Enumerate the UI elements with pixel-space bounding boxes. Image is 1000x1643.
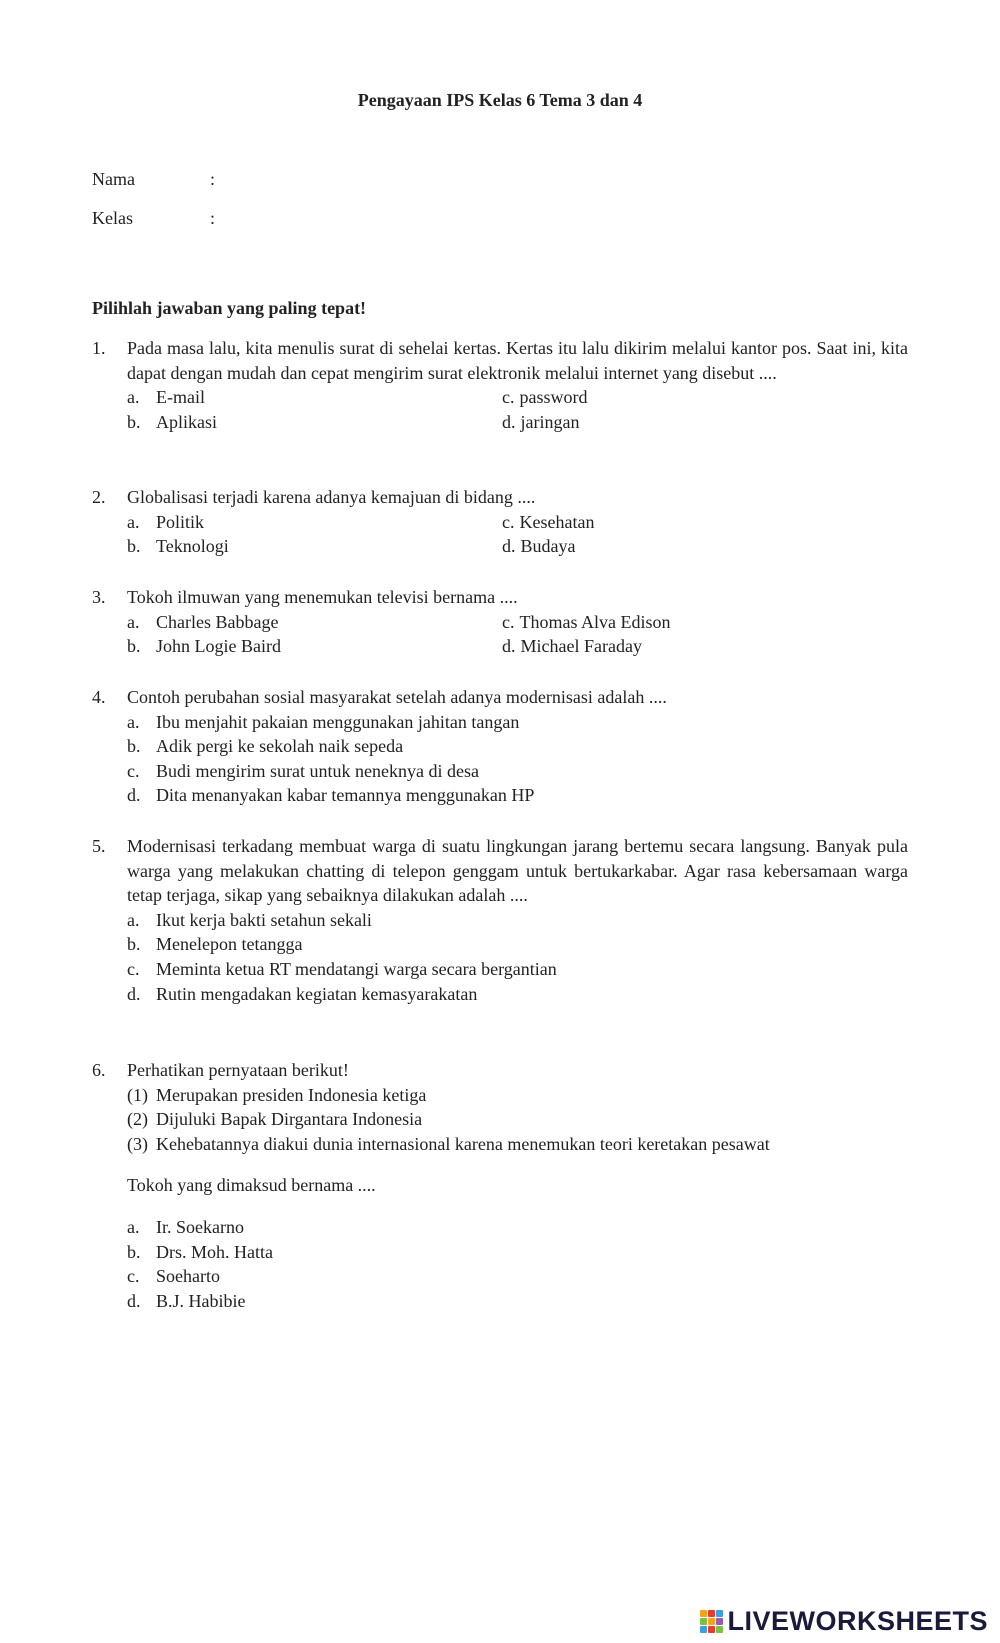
class-label: Kelas [92,208,133,228]
option-b[interactable]: b. John Logie Baird [127,636,281,657]
question-5 [92,834,908,1006]
logo-cell [700,1618,707,1625]
name-colon: : [210,169,216,189]
option-a[interactable]: a. Charles Babbage [127,611,279,632]
instruction: Pilihlah jawaban yang paling tepat! [92,298,367,318]
logo-cell [700,1610,707,1617]
logo-cell [716,1618,723,1625]
option-b[interactable]: b. Drs. Moh. Hatta [127,1241,273,1262]
name-label: Nama [92,169,135,189]
question-stem: Perhatikan pernyataan berikut! [127,1060,349,1080]
question-stem: Globalisasi terjadi karena adanya kemajuan di bidang .... [127,487,536,507]
option-c[interactable]: c. Kesehatan [502,511,595,532]
question-stem: Contoh perubahan sosial masyarakat setelah adanya modernisasi adalah .... [127,687,667,707]
question-number: 1. [92,338,106,358]
liveworksheets-logo[interactable] [700,1606,988,1637]
option-d[interactable]: d. B.J. Habibie [127,1290,246,1311]
class-field [92,208,215,229]
question-number: 4. [92,687,106,707]
page-title: Pengayaan IPS Kelas 6 Tema 3 dan 4 [357,90,643,110]
option-c[interactable]: c. Meminta ketua RT mendatangi warga secara bergantian [127,958,557,979]
option-d[interactable]: d. Michael Faraday [502,636,642,657]
question-4 [92,685,908,808]
question-6 [92,1058,908,1313]
option-a[interactable]: a. Ir. Soekarno [127,1216,244,1237]
logo-cell [716,1610,723,1617]
logo-cell [708,1618,715,1625]
name-field [92,169,215,190]
class-colon: : [210,208,216,228]
question-number: 6. [92,1060,106,1080]
option-b[interactable]: b. Adik pergi ke sekolah naik sepeda [127,736,404,757]
option-d[interactable]: d. Rutin mengadakan kegiatan kemasyarakatan [127,983,478,1004]
option-b[interactable]: b. Aplikasi [127,411,217,432]
logo-text: LIVEWORKSHEETS [727,1606,988,1636]
option-a[interactable]: a. Ibu menjahit pakaian menggunakan jahitan tangan [127,711,520,732]
question-3 [92,585,908,659]
option-c[interactable]: c. Thomas Alva Edison [502,611,671,632]
question-stem: Tokoh ilmuwan yang menemukan televisi bernama .... [127,587,518,607]
question-number: 5. [92,836,106,856]
logo-cell [716,1626,723,1633]
option-a[interactable]: a. E-mail [127,387,205,408]
logo-cell [708,1626,715,1633]
question-2 [92,485,908,559]
question-1 [92,336,908,434]
question-stem: Modernisasi terkadang membuat warga di suatu lingkungan jarang bertemu secara langsung. Banyak pula warga yang melakukan chatting di telepon genggam untuk bertukarkabar. Agar rasa kebersamaan warga tetap terjaga, sikap yang sebaiknya dilakukan adalah .... [127,836,908,906]
logo-grid-icon [700,1610,723,1633]
question-prompt: Tokoh yang dimaksud bernama .... [127,1175,376,1196]
statement-3: (3) Kehebatannya diakui dunia internasional karena menemukan teori keretakan pesawat [127,1133,770,1154]
statement-2: (2) Dijuluki Bapak Dirgantara Indonesia [127,1109,423,1130]
logo-cell [708,1610,715,1617]
option-d[interactable]: d. Dita menanyakan kabar temannya menggunakan HP [127,785,535,806]
question-number: 2. [92,487,106,507]
option-c[interactable]: c. password [502,387,588,408]
logo-cell [700,1626,707,1633]
question-number: 3. [92,587,106,607]
option-b[interactable]: b. Menelepon tetangga [127,934,303,955]
option-b[interactable]: b. Teknologi [127,536,229,557]
option-c[interactable]: c. Soeharto [127,1266,220,1287]
question-stem: Pada masa lalu, kita menulis surat di sehelai kertas. Kertas itu lalu dikirim melalui kantor pos. Saat ini, kita dapat dengan mudah dan cepat mengirim surat elektronik melalui internet yang disebut .... [127,338,908,383]
option-c[interactable]: c. Budi mengirim surat untuk neneknya di desa [127,760,479,781]
option-d[interactable]: d. jaringan [502,411,580,432]
option-a[interactable]: a. Politik [127,511,205,532]
option-d[interactable]: d. Budaya [502,536,576,557]
statement-1: (1) Merupakan presiden Indonesia ketiga [127,1084,427,1105]
option-a[interactable]: a. Ikut kerja bakti setahun sekali [127,909,372,930]
